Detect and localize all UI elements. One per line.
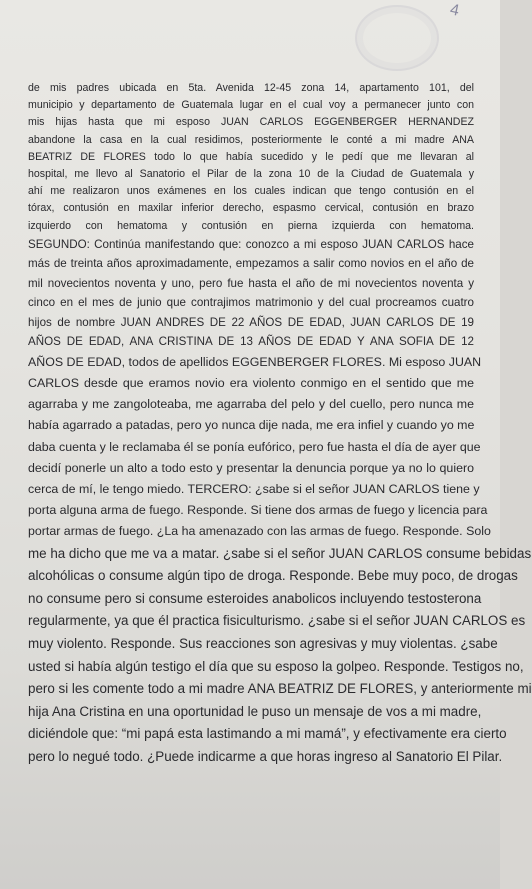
- text-line: usted si había algún testigo el día que su esposo la golpeo. Responde. Testigos no,: [28, 658, 524, 674]
- text-line: izquierdo con hematoma y contusión en pierna izquierda con hematoma.: [28, 219, 474, 232]
- text-line: regularmente, ya que él practica fisiculturismo. ¿sabe si el señor JUAN CARLOS es: [28, 613, 526, 629]
- text-line: mil novecientos noventa y uno, pero fue hasta el año de mi novecientos noventa y: [28, 276, 474, 290]
- text-line: más de treinta años aproximadamente, empezamos a salir como novios en el año de: [28, 257, 474, 271]
- text-line: mis hijas hasta que mi esposo JUAN CARLOS EGGENBERGER HERNANDEZ: [28, 116, 474, 129]
- handwritten-page-mark: 4: [448, 1, 461, 20]
- text-line: SEGUNDO: Continúa manifestando que: conozco a mi esposo JUAN CARLOS hace: [28, 237, 474, 251]
- text-line: decidí ponerle un alto a todo esto y presentar la denuncia porque ya no lo quiero: [28, 460, 474, 475]
- text-block-3: [28, 352, 491, 543]
- text-line: no consume pero si consume esteroides anabolicos incluyendo testosterona: [28, 590, 482, 606]
- text-line: pero lo negué todo. ¿Puede indicarme a que horas ingreso al Sanatorio El Pilar.: [28, 749, 503, 764]
- text-line: AÑOS DE EDAD, todos de apellidos EGGENBERGER FLORES. Mi esposo JUAN: [28, 354, 482, 369]
- text-line: BEATRIZ DE FLORES todo lo que había sucedido y le pedí que me llevaran al: [28, 150, 474, 163]
- text-line: alcohólicas o consume algún tipo de droga. Responde. Bebe muy poco, de drogas: [28, 568, 518, 584]
- text-line: municipio y departamento de Guatemala lugar en el cual voy a permanecer junto con: [28, 99, 474, 112]
- text-line: hija Ana Cristina en una oportunidad le puso un mensaje de vos a mi madre,: [28, 703, 482, 719]
- text-line: ahí me realizaron unos exámenes en los cuales indican que tengo contusión en el: [28, 185, 474, 198]
- text-line: abandone la casa en la cual residimos, posteriormente le conté a mi madre ANA: [28, 133, 474, 146]
- text-block-2: [28, 235, 474, 352]
- text-line: cinco en el mes de junio que contrajimos matrimonio y del cual procreamos cuatro: [28, 296, 474, 310]
- text-line: cerca de mí, le tengo miedo. TERCERO: ¿sabe si el señor JUAN CARLOS tiene y: [28, 482, 480, 497]
- text-line: CARLOS desde que eramos novio era violento conmigo en el sentido que me: [28, 376, 474, 391]
- document-body: [28, 80, 532, 769]
- text-line: pero si les comente todo a mi madre ANA BEATRIZ DE FLORES, y anteriormente mi: [28, 681, 532, 697]
- text-line: muy violento. Responde. Sus reacciones son agresivas y muy violentas. ¿sabe: [28, 636, 498, 652]
- text-line: AÑOS DE EDAD, ANA CRISTINA DE 13 AÑOS DE EDAD Y ANA SOFIA DE 12: [28, 335, 474, 349]
- text-line: agarraba y me zangoloteaba, me agarraba del pelo y del cuello, pero nunca me: [28, 397, 474, 412]
- text-line: había agarrado a patadas, pero yo nunca dije nada, me era infiel y cuando yo me: [28, 418, 475, 433]
- faded-seal-stamp: [355, 5, 439, 71]
- text-line: hospital, me llevo al Sanatorio el Pilar de la zona 10 de la Ciudad de Guatemala y: [28, 168, 474, 181]
- text-block-1: [28, 80, 474, 235]
- text-line: porta alguna arma de fuego. Responde. Si tiene dos armas de fuego y licencia para: [28, 503, 488, 518]
- text-line: diciéndole que: “mi papá esta lastimando a mi mamá”, y efectivamente era cierto: [28, 726, 507, 742]
- text-line: tórax, contusión en maxilar inferior derecho, espasmo cervical, contusión en brazo: [28, 202, 474, 215]
- text-block-4: [28, 543, 532, 769]
- text-line: portar armas de fuego. ¿La ha amenazado con las armas de fuego. Responde. Solo: [28, 524, 491, 539]
- text-line: de mis padres ubicada en 5ta. Avenida 12-45 zona 14, apartamento 101, del: [28, 82, 474, 94]
- text-line: me ha dicho que me va a matar. ¿sabe si el señor JUAN CARLOS consume bebidas: [28, 545, 532, 561]
- text-line: daba cuenta y le reclamaba él se ponía eufórico, pero fue hasta el día de ayer que: [28, 439, 481, 454]
- text-line: hijos de nombre JUAN ANDRES DE 22 AÑOS DE EDAD, JUAN CARLOS DE 19: [28, 315, 474, 329]
